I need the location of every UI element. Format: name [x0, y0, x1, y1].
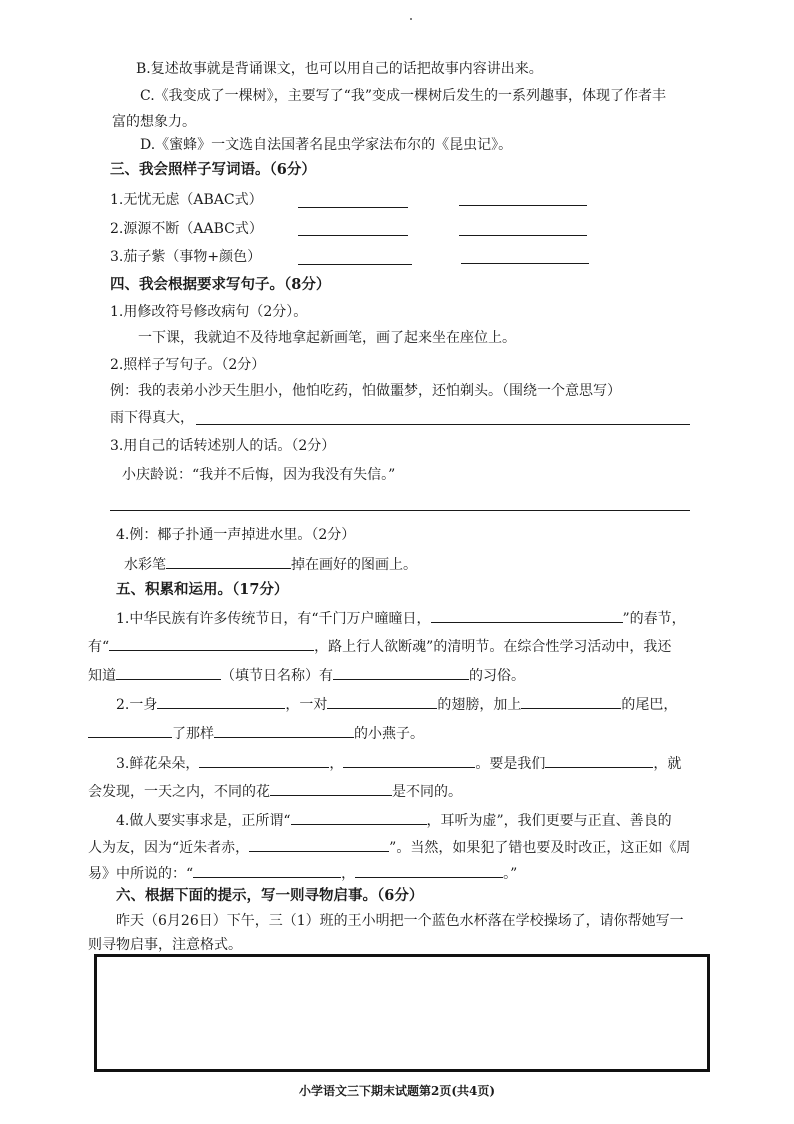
option-c-line2: 富的想象力。: [112, 114, 196, 130]
s3-item-3-blank-b[interactable]: [461, 263, 589, 264]
s5-q4-line3: 易》中所说的：“ ， 。”: [88, 862, 517, 884]
option-b: B.复述故事就是背诵课文，也可以用自己的话把故事内容讲出来。: [136, 61, 543, 77]
s5-q1-blank-3[interactable]: [116, 664, 221, 680]
s4-q1-sentence: 一下课，我就迫不及待地拿起新画笔，画了起来坐在座位上。: [138, 330, 516, 346]
s3-item-3-blank-a[interactable]: [298, 264, 412, 265]
s4-q4-blank[interactable]: [166, 553, 291, 569]
s5-q2-blank-5[interactable]: [214, 722, 354, 738]
s6-prompt-line1: 昨天（6月26日）下午，三（1）班的王小明把一个蓝色水杯落在学校操场了，请你帮她写一: [116, 913, 684, 929]
s5-q2-blank-2[interactable]: [327, 693, 437, 709]
s5-q4-line1: 4.做人要实事求是，正所谓“ ，耳听为虚”，我们更要与正直、善良的: [116, 809, 672, 831]
s5-q3-blank-1[interactable]: [199, 752, 329, 768]
section-5-title: 五、积累和运用。（17分）: [116, 581, 289, 598]
s4-q2-answer-line[interactable]: [196, 424, 690, 425]
s5-q2-blank-4[interactable]: [88, 722, 172, 738]
s4-q3: 3.用自己的话转述别人的话。（2分）: [110, 438, 336, 454]
s6-prompt-line2: 则寻物启事，注意格式。: [88, 937, 242, 953]
s4-q4: 4.例：椰子扑通一声掉进水里。（2分）: [116, 527, 356, 543]
s4-q3-quote: 小庆龄说：“我并不后悔，因为我没有失信。”: [122, 467, 396, 483]
s4-q4-post: 掉在画好的图画上。: [291, 557, 417, 573]
s5-q2-blank-1[interactable]: [157, 693, 285, 709]
s3-item-2-blank-a[interactable]: [298, 235, 408, 236]
s4-q1: 1.用修改符号修改病句（2分）。: [110, 304, 308, 320]
s3-item-1-blank-b[interactable]: [459, 205, 587, 206]
s3-item-2-blank-b[interactable]: [459, 235, 587, 236]
s5-q4-blank-4[interactable]: [355, 862, 503, 878]
s5-q4-blank-3[interactable]: [193, 862, 341, 878]
s5-q2-line1: 2.一身 ，一对 的翅膀，加上 的尾巴，: [116, 693, 677, 715]
section-4-title: 四、我会根据要求写句子。（8分）: [110, 276, 331, 293]
s5-q4-blank-2[interactable]: [249, 836, 389, 852]
s5-q3-blank-2[interactable]: [343, 752, 475, 768]
s3-item-3: 3.茄子紫（事物+颜色）: [110, 249, 262, 265]
section-6-title: 六、根据下面的提示，写一则寻物启事。（6分）: [116, 887, 424, 904]
option-c-line1: C.《我变成了一棵树》，主要写了“我”变成一棵树后发生的一系列趣事，体现了作者丰: [140, 88, 666, 104]
s5-q3-blank-4[interactable]: [270, 780, 392, 796]
s4-q3-answer-line[interactable]: [110, 510, 690, 511]
s4-q4-pre: 水彩笔: [124, 557, 166, 573]
s5-q1-blank-2[interactable]: [109, 635, 314, 651]
option-d: D.《蜜蜂》一文选自法国著名昆虫学家法布尔的《昆虫记》。: [140, 137, 513, 153]
s4-q2-prompt: 雨下得真大，: [110, 410, 194, 426]
s5-q4-blank-1[interactable]: [291, 809, 427, 825]
s5-q2-line2: 了那样 的小燕子。: [88, 722, 424, 744]
s5-q1-line2: 有“ ，路上行人欲断魂”的清明节。在综合性学习活动中，我还: [88, 635, 671, 657]
s5-q1-blank-1[interactable]: [431, 607, 623, 623]
s3-item-1: 1.无忧无虑（ABAC式）: [110, 192, 263, 208]
s5-q3-blank-3[interactable]: [545, 752, 653, 768]
s5-q3-line1: 3.鲜花朵朵， ， 。要是我们 ，就: [116, 752, 681, 774]
scan-speck: [410, 18, 412, 20]
s3-item-2: 2.源源不断（AABC式）: [110, 221, 263, 237]
s5-q1-line1: 1.中华民族有许多传统节日，有“千门万户曈曈日， ”的春节，: [116, 607, 686, 629]
answer-box[interactable]: [94, 954, 710, 1072]
s4-q2-example: 例：我的表弟小沙天生胆小，他怕吃药，怕做噩梦，还怕剃头。（围绕一个意思写）: [110, 383, 621, 399]
section-3-title: 三、我会照样子写词语。（6分）: [110, 161, 316, 178]
s4-q2: 2.照样子写句子。（2分）: [110, 357, 266, 373]
s4-q4-fill: [124, 553, 417, 575]
s5-q2-blank-3[interactable]: [521, 693, 621, 709]
s5-q1-blank-4[interactable]: [333, 664, 469, 680]
s5-q3-line2: 会发现，一天之内，不同的花 是不同的。: [88, 780, 462, 802]
s5-q4-line2: 人为友，因为“近朱者赤， ”。当然，如果犯了错也要及时改正，这正如《周: [88, 836, 690, 858]
s3-item-1-blank-a[interactable]: [298, 207, 408, 208]
s5-q1-line3: 知道 （填节日名称）有 的习俗。: [88, 664, 525, 686]
page-footer: 小学语文三下期末试题第2页(共4页): [298, 1084, 496, 1098]
